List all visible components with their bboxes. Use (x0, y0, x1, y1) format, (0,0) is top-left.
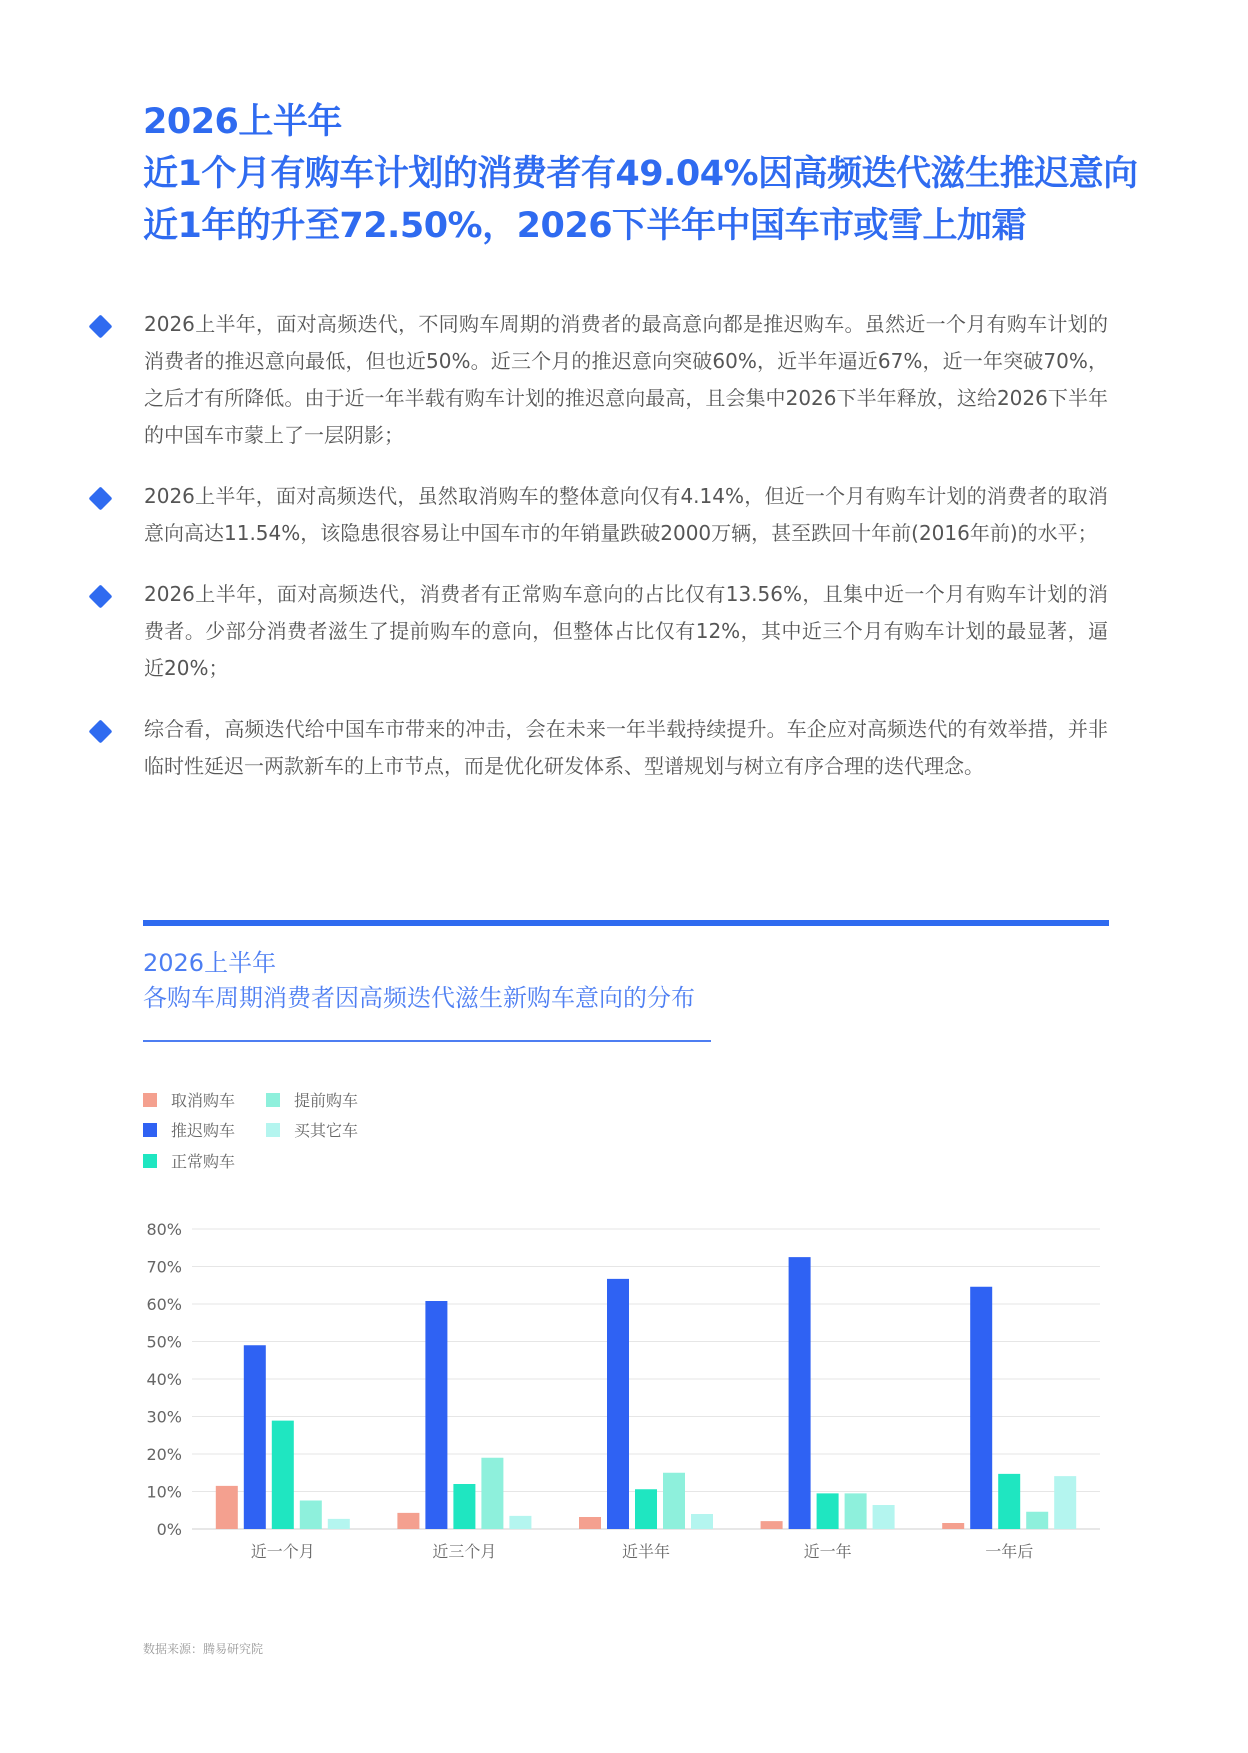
bar-other (509, 1516, 531, 1529)
bar-advance (481, 1458, 503, 1529)
legend-item-cancel (143, 1088, 235, 1111)
bar-other (1054, 1476, 1076, 1529)
legend-swatch-advance (266, 1093, 280, 1107)
legend-item-delay (143, 1118, 235, 1141)
bullet-list (88, 306, 1108, 809)
bar-cancel (216, 1486, 238, 1529)
legend-label: 取消购车 (171, 1091, 236, 1110)
y-tick-label: 30% (146, 1407, 182, 1427)
chart-title-divider (143, 1040, 711, 1042)
page-title (143, 96, 1143, 252)
x-tick-label: 近一个月 (250, 1542, 315, 1561)
legend-swatch-delay (143, 1123, 157, 1137)
legend-item-other (266, 1118, 358, 1141)
legend-label: 提前购车 (294, 1091, 359, 1110)
bar-delay (789, 1257, 811, 1529)
y-tick-label: 50% (146, 1332, 182, 1352)
data-source-note: 数据来源：腾易研究院 (143, 1642, 264, 1656)
y-tick-label: 70% (146, 1257, 182, 1277)
bar-other (691, 1514, 713, 1529)
legend-label: 正常购车 (171, 1152, 236, 1171)
y-tick-label: 20% (146, 1445, 182, 1464)
legend-swatch-other (266, 1123, 280, 1137)
bar-advance (845, 1493, 867, 1529)
legend-swatch-normal (143, 1154, 157, 1168)
title-line-3: 近1年的升至72.50%，2026下半年中国车市或雪上加霜 (143, 206, 1027, 246)
bar-cancel (579, 1517, 601, 1529)
diamond-bullet-icon (88, 486, 112, 510)
chart-title-line-1: 2026上半年 (143, 949, 277, 977)
bar-advance (663, 1473, 685, 1529)
bullet-item (88, 576, 1108, 687)
title-line-1: 2026上半年 (143, 102, 342, 142)
bullet-text: 2026上半年，面对高频迭代，消费者有正常购车意向的占比仅有13.56%，且集中近一个月有购车计划的消费者。少部分消费者滋生了提前购车的意向，但整体占比仅有12%，其中近三个月有购车计划的最显著，逼近20%； (144, 582, 1108, 680)
bar-normal (817, 1493, 839, 1529)
y-tick-label: 10% (146, 1482, 182, 1502)
bullet-item (88, 306, 1108, 454)
y-tick-label: 40% (146, 1370, 182, 1389)
bar-normal (453, 1484, 475, 1529)
bar-delay (970, 1287, 992, 1529)
bar-other (873, 1505, 895, 1529)
x-tick-label: 一年后 (985, 1542, 1034, 1561)
bar-other (328, 1519, 350, 1529)
bar-chart (130, 1215, 1110, 1575)
legend-item-normal (143, 1149, 235, 1172)
y-tick-label: 60% (146, 1295, 182, 1314)
bar-delay (425, 1301, 447, 1529)
bar-cancel (761, 1521, 783, 1529)
bar-delay (244, 1345, 266, 1529)
bar-normal (998, 1474, 1020, 1529)
x-tick-label: 近半年 (621, 1542, 671, 1561)
diamond-bullet-icon (88, 314, 112, 338)
bar-normal (635, 1489, 657, 1529)
legend-label: 买其它车 (294, 1121, 359, 1140)
bullet-item (88, 711, 1108, 785)
y-tick-label: 0% (156, 1520, 182, 1539)
bullet-item (88, 478, 1108, 552)
chart-title (143, 946, 843, 1016)
bar-normal (272, 1421, 294, 1529)
chart-top-divider (143, 920, 1109, 926)
bar-advance (1026, 1512, 1048, 1529)
bullet-text: 2026上半年，面对高频迭代，虽然取消购车的整体意向仅有4.14%，但近一个月有购车计划的消费者的取消意向高达11.54%，该隐患很容易让中国车市的年销量跌破2000万辆，甚至跌回十年前(2016年前)的水平； (144, 484, 1108, 545)
bar-cancel (942, 1523, 964, 1529)
y-tick-label: 80% (146, 1220, 182, 1239)
bar-advance (300, 1501, 322, 1530)
bar-delay (607, 1279, 629, 1529)
diamond-bullet-icon (88, 584, 112, 608)
legend-swatch-cancel (143, 1093, 157, 1107)
diamond-bullet-icon (88, 719, 112, 743)
bullet-text: 2026上半年，面对高频迭代，不同购车周期的消费者的最高意向都是推迟购车。虽然近一个月有购车计划的消费者的推迟意向最低，但也近50%。近三个月的推迟意向突破60%，近半年逼近67%，近一年突破70%，之后才有所降低。由于近一年半载有购车计划的推迟意向最高，且会集中2026下半年释放，这给2026下半年的中国车市蒙上了一层阴影； (144, 312, 1108, 447)
legend-label: 推迟购车 (171, 1121, 236, 1140)
chart-title-line-2: 各购车周期消费者因高频迭代滋生新购车意向的分布 (143, 984, 695, 1012)
x-tick-label: 近三个月 (432, 1542, 497, 1561)
legend-item-advance (266, 1088, 358, 1111)
bullet-text: 综合看，高频迭代给中国车市带来的冲击，会在未来一年半载持续提升。车企应对高频迭代的有效举措，并非临时性延迟一两款新车的上市节点，而是优化研发体系、型谱规划与树立有序合理的迭代理念。 (144, 717, 1108, 778)
title-line-2: 近1个月有购车计划的消费者有49.04%因高频迭代滋生推迟意向 (143, 154, 1138, 194)
x-tick-label: 近一年 (803, 1542, 852, 1561)
bar-cancel (397, 1513, 419, 1529)
